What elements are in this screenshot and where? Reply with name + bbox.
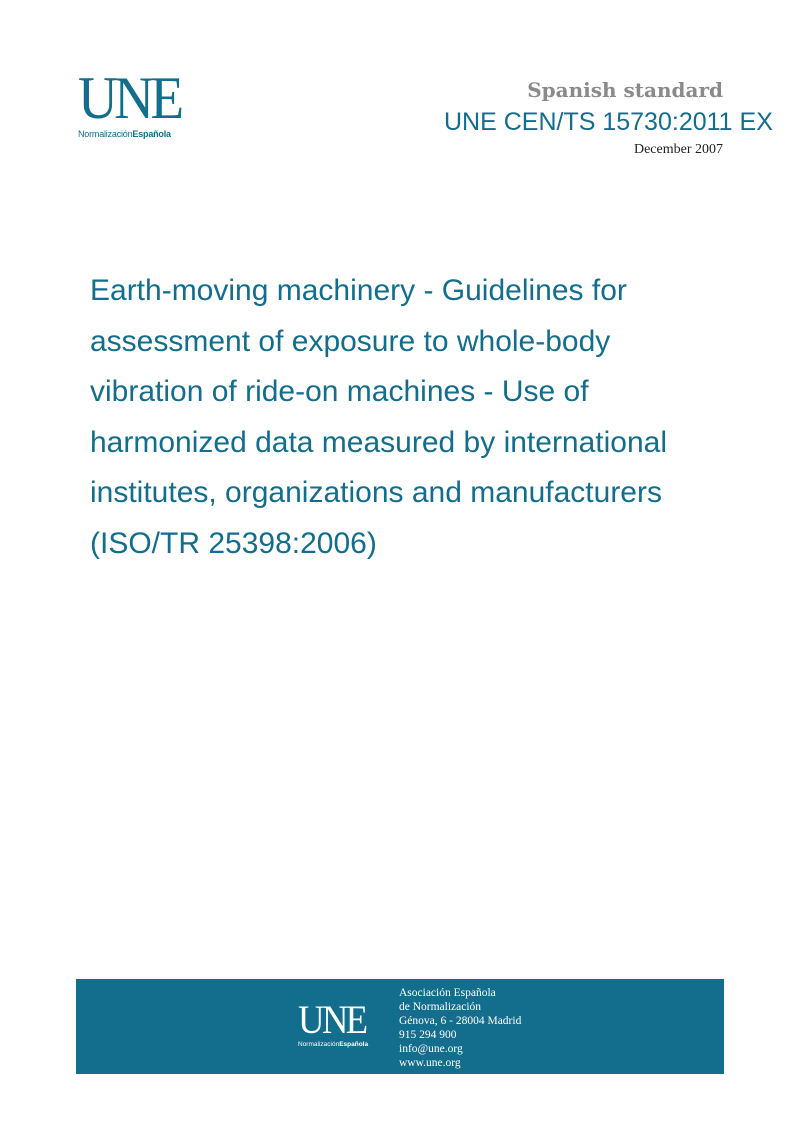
footer-logo-word: UNE: [298, 997, 366, 1042]
footer-tagline-part2: Española: [339, 1041, 369, 1048]
title-line: institutes, organizations and manufacturers: [90, 476, 662, 509]
title-line: Earth-moving machinery - Guidelines for: [90, 274, 627, 307]
standard-code: UNE CEN/TS 15730:2011 EX: [444, 108, 773, 136]
footer-contact: [399, 986, 521, 1070]
footer-tagline-part1: Normalización: [298, 1041, 340, 1048]
logo-tagline-part2: Española: [132, 129, 171, 139]
title-line: harmonized data measured by international: [90, 425, 668, 459]
document-title: [90, 266, 740, 569]
org-name-line1: Asociación Española: [399, 987, 496, 999]
logo-tagline-part1: Normalización: [78, 129, 133, 139]
footer-une-logo: [298, 997, 388, 1049]
une-logo: [78, 65, 198, 140]
org-email: info@une.org: [399, 1043, 463, 1055]
document-type: Spanish standard: [527, 78, 723, 102]
org-website: www.une.org: [399, 1057, 461, 1069]
title-line: vibration of ride-on machines - Use of: [90, 375, 589, 408]
publication-date: December 2007: [633, 142, 723, 157]
org-phone: 915 294 900: [399, 1029, 457, 1041]
title-line: assessment of exposure to whole-body: [90, 324, 611, 358]
org-address: Génova, 6 - 28004 Madrid: [399, 1015, 522, 1027]
title-line: (ISO/TR 25398:2006): [90, 526, 377, 560]
logo-word: UNE: [78, 65, 181, 131]
org-name-line2: de Normalización: [399, 1001, 482, 1013]
footer-banner: [76, 979, 724, 1074]
